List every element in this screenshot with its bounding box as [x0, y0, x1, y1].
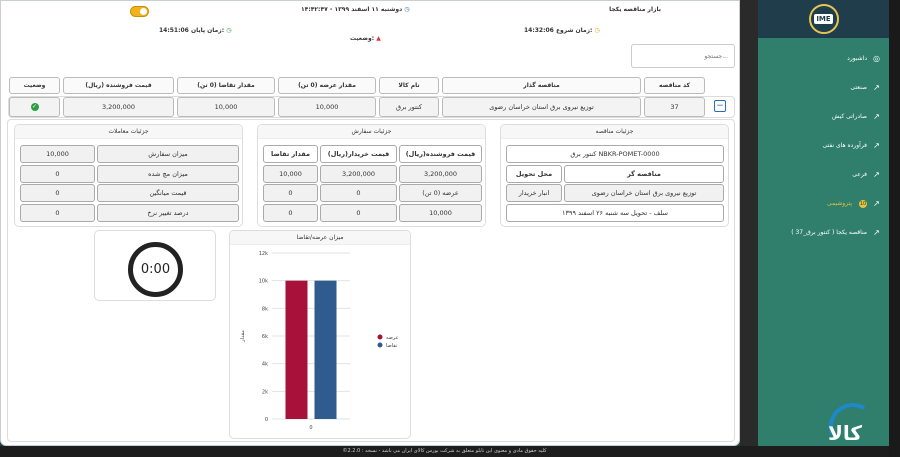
chart-line-icon: ↗ [873, 228, 880, 237]
trade-label: میزان مچ شده [97, 165, 239, 183]
sidebar [758, 0, 889, 446]
order-cell: 0 [263, 204, 318, 222]
sidebar-item-label: مناقصه یکجا ( کنتور برق_37 ) [791, 229, 867, 236]
col-header-status[interactable]: وضعیت [9, 77, 60, 94]
chart-line-icon: ↗ [873, 83, 880, 92]
start-time-label: زمان شروع: [555, 27, 593, 34]
order-header-seller: قیمت فروشنده(ریال) [399, 145, 482, 163]
y-tick-label: 2k [261, 389, 268, 396]
trade-value: 0 [20, 184, 95, 202]
sidebar-item-kish-export[interactable] [758, 102, 889, 131]
sidebar-item-label: فرعی [852, 171, 867, 178]
ime-logo[interactable]: IME [809, 4, 839, 34]
sidebar-item-tender[interactable] [758, 218, 889, 247]
start-time-value: 14:32:06 [524, 27, 554, 34]
legend-swatch [378, 343, 383, 348]
tender-details-panel [500, 124, 729, 227]
order-header-buyer: قیمت خریدار(ریال) [320, 145, 397, 163]
cell-status [9, 97, 60, 117]
legend-label: عرضه [386, 335, 399, 341]
page-title: بازار مناقصه یکجا [609, 6, 661, 13]
sidebar-item-label: صادراتی کیش [831, 113, 867, 120]
end-time-label: زمان پایان: [190, 27, 225, 34]
bell-icon: ▲ [376, 35, 381, 42]
status [350, 35, 381, 42]
order-cell: 0 [320, 184, 397, 202]
watermark-logo [824, 398, 890, 446]
y-tick-label: 10k [258, 278, 268, 285]
col-header-code[interactable]: کد مناقصه [644, 77, 705, 94]
chart-line-icon: ↗ [873, 112, 880, 121]
y-tick-label: 6k [261, 334, 268, 340]
order-cell: 3,200,000 [399, 165, 482, 183]
col-header-supply[interactable]: مقدار عرضه (0 تن) [278, 77, 376, 94]
cell-tenderer: توزیع نیروی برق استان خراسان رضوی [442, 97, 641, 117]
sidebar-item-label: داشبورد [847, 55, 867, 62]
supply-demand-chart [230, 245, 412, 440]
sidebar-header [758, 0, 889, 38]
y-tick-label: 0 [264, 417, 268, 423]
order-details-panel [257, 124, 486, 227]
sidebar-item-label: پتروشیمی [827, 200, 852, 207]
clock-icon: ◷ [404, 6, 410, 13]
timer-panel [94, 230, 216, 301]
legend-swatch [378, 335, 383, 340]
sidebar-item-dashboard[interactable] [758, 44, 889, 73]
sidebar-item-oil-products[interactable] [758, 131, 889, 160]
bar-supply [286, 281, 308, 419]
order-cell: 10,000 [399, 204, 482, 222]
col-header-commodity[interactable]: نام کالا [379, 77, 439, 94]
order-cell: 0 [263, 184, 318, 202]
svg-text:کالا: کالا [828, 421, 863, 445]
trade-label: قیمت میانگین [97, 184, 239, 202]
chart-line-icon: ↗ [873, 199, 880, 208]
delivery-note: سلف - تحویل سه شنبه ۲۶ اسفند ۱۳۹۹ [506, 204, 724, 222]
check-circle-icon: ✓ [31, 103, 38, 110]
window-edge [889, 0, 900, 457]
notification-badge: 10 [859, 200, 867, 207]
clock-icon: ◷ [594, 27, 600, 34]
cell-seller-price: 3,200,000 [63, 97, 174, 117]
splitter[interactable] [740, 0, 758, 446]
trade-label: درصد تغییر نرخ [97, 204, 239, 222]
trade-details-title: جزئیات معاملات [15, 125, 242, 139]
trade-value: 0 [20, 165, 95, 183]
y-axis-label: مقدار [240, 330, 246, 342]
legend-label: تقاضا [386, 343, 398, 349]
chart-line-icon: ↗ [873, 170, 880, 179]
trade-details-panel [14, 124, 243, 227]
theme-toggle[interactable] [130, 6, 149, 17]
sidebar-item-industrial[interactable] [758, 73, 889, 102]
cell-demand: 10,000 [177, 97, 275, 117]
gauge-icon: ◎ [873, 54, 880, 63]
cell-code: 37 [644, 97, 705, 117]
status-label: وضعیت: [350, 35, 375, 42]
order-cell: 3,200,000 [320, 165, 397, 183]
chart-panel-title: میزان عرضه/تقاضا [230, 231, 410, 245]
order-header-demand: مقدار تقاضا [263, 145, 318, 163]
sidebar-item-label: صنعتی [850, 84, 867, 91]
collapse-icon[interactable]: − [714, 100, 726, 112]
order-cell: 10,000 [263, 165, 318, 183]
search-input[interactable] [631, 44, 735, 68]
delivery-value: انبار خریدار [506, 184, 562, 202]
col-header-demand[interactable]: مقدار تقاضا (0 تن) [177, 77, 275, 94]
y-tick-label: 8k [261, 306, 268, 313]
sidebar-item-label: فرآورده های نفتی [822, 142, 867, 149]
sidebar-item-secondary[interactable] [758, 160, 889, 189]
sidebar-item-petrochemical[interactable] [758, 189, 889, 218]
bar-demand [315, 281, 337, 419]
tender-symbol: کنتور برق NBKR-POMET-0000 [506, 145, 724, 163]
tenderer-value: توزیع نیروی برق استان خراسان رضوی [564, 184, 724, 202]
col-header-tenderer[interactable]: مناقصه گذار [442, 77, 641, 94]
datetime-text: دوشنبه ۱۱ اسفند ۱۳۹۹ - ۱۴:۴۲:۴۷ [301, 6, 403, 13]
trade-value: 10,000 [20, 145, 95, 163]
trade-value: 0 [20, 204, 95, 222]
order-cell: 0 [320, 204, 397, 222]
order-details-title: جزئیات سفارش [258, 125, 485, 139]
current-datetime [301, 6, 410, 13]
tender-details-title: جزئیات مناقصه [501, 125, 728, 139]
end-time-value: 14:51:06 [159, 27, 189, 34]
chart-line-icon: ↗ [873, 141, 880, 150]
end-time [159, 27, 231, 34]
cell-commodity: کنتور برق [379, 97, 439, 117]
trade-label: میزان سفارش [97, 145, 239, 163]
col-header-seller-price[interactable]: قیمت فروشنده (ریال) [63, 77, 174, 94]
start-time [524, 27, 600, 34]
footer: ©کلیه حقوق مادی و معنوی این تابلو متعلق به شرکت بورس کالای ایران می باشد - نسخه : 2.2.0 [0, 446, 889, 457]
tenderer-header: مناقصه گر [564, 165, 724, 183]
chart-panel [229, 230, 411, 439]
cell-supply: 10,000 [278, 97, 376, 117]
delivery-header: محل تحویل [506, 165, 562, 183]
order-cell: عرضه (0 تن) [399, 184, 482, 202]
x-tick-label: 0 [309, 425, 313, 431]
y-tick-label: 4k [261, 361, 268, 368]
y-tick-label: 12k [258, 251, 268, 257]
countdown-timer: 0:00 [128, 242, 183, 297]
clock-icon: ◷ [226, 27, 232, 34]
